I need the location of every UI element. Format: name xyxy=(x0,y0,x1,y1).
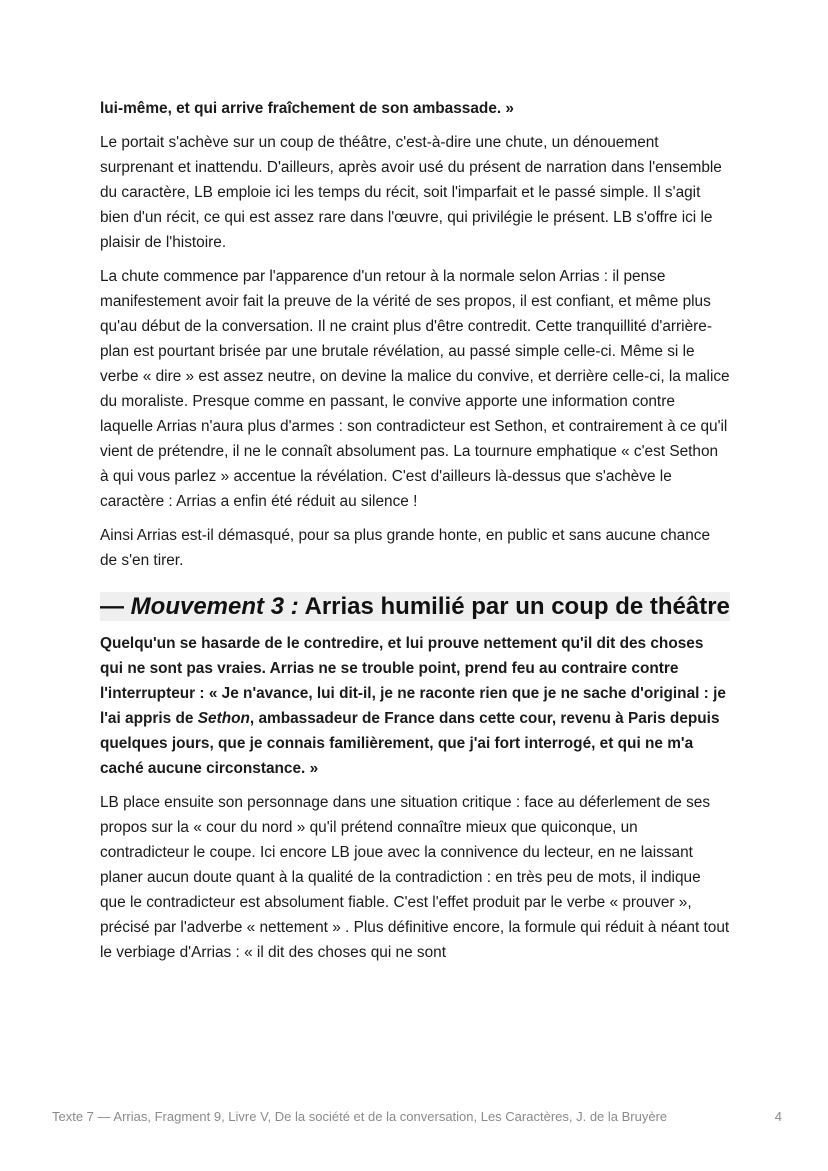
paragraph-demasque: Ainsi Arrias est-il démasqué, pour sa plus grande honte, en public et sans aucune chance de s'en tirer. xyxy=(100,527,711,569)
quote-continuation: lui-même, et qui arrive fraîchement de son ambassade. » xyxy=(100,100,514,117)
footer-text: Texte 7 — Arrias, Fragment 9, Livre V, De la société et de la conversation, Les Caractères, J. de la Bruyère xyxy=(52,1109,668,1124)
quote-name-sethon: Sethon xyxy=(197,710,250,727)
heading-movement: Mouvement 3 : xyxy=(130,593,299,620)
section-heading xyxy=(100,592,730,621)
paragraph-chute: La chute commence par l'apparence d'un retour à la normale selon Arrias : il pense manifestement avoir fait la preuve de la vérité de ses propos, il est confiant, et même plus qu'au début de la conversation. Il ne craint plus d'être contredit. Cette tranquillité d'arrière-plan est pourtant brisée par une brutale révélation, au passé simple celle-ci. Même si le verbe « dire » est assez neutre, on devine la malice du convive, et derrière celle-ci, la malice du moraliste. Presque comme en passant, le convive apporte une information contre laquelle Arrias n'aura plus d'armes : son contradicteur est Sethon, et contrairement à ce qu'il vient de prétendre, il ne le connaît absolument pas. La tournure emphatique « c'est Sethon à qui vous parlez » accentue la révélation. C'est d'ailleurs là-dessus que s'achève le caractère : Arrias a enfin été réduit au silence ! xyxy=(100,268,730,510)
quote-text-before: Quelqu'un se hasarde de le contredire, et lui prouve nettement qu'il dit des choses qui ne sont pas vraies. Arrias ne se trouble point, prend feu au contraire contre l'interrupteur : « Je n'avance, lui dit-il, je ne raconte rien que je ne sache d'original : je l'ai appris de xyxy=(100,635,726,727)
paragraph-coup-de-theatre: Le portait s'achève sur un coup de théâtre, c'est-à-dire une chute, un dénouement surprenant et inattendu. D'ailleurs, après avoir usé du présent de narration dans l'ensemble du caractère, LB emploie ici les temps du récit, soit l'imparfait et le passé simple. Il s'agit bien d'un récit, ce qui est assez rare dans l'œuvre, qui privilégie le présent. LB s'offre ici le plaisir de l'histoire. xyxy=(100,134,722,251)
heading-dash: — xyxy=(100,593,131,620)
page-number: 4 xyxy=(774,1109,782,1124)
document-page xyxy=(100,96,730,974)
heading-title: Arrias humilié par un coup de théâtre xyxy=(298,593,730,620)
quote-text-after: , ambassadeur de France dans cette cour, revenu à Paris depuis quelques jours, que je connais familièrement, que j'ai fort interrogé, et qui ne m'a caché aucune circonstance. » xyxy=(100,710,720,777)
page-footer xyxy=(52,1108,782,1126)
paragraph-situation-critique: LB place ensuite son personnage dans une situation critique : face au déferlement de ses propos sur la « cour du nord » qu'il prétend connaître mieux que quiconque, un contradicteur le coupe. Ici encore LB joue avec la connivence du lecteur, en ne laissant planer aucun doute quant à la qualité de la contradiction : en très peu de mots, il indique que le contradicteur est absolument fiable. C'est l'effet produit par le verbe « prouver », précisé par l'adverbe « nettement » . Plus définitive encore, la formule qui réduit à néant tout le verbiage d'Arrias : « il dit des choses qui ne sont xyxy=(100,794,730,961)
quoted-excerpt xyxy=(100,631,730,781)
